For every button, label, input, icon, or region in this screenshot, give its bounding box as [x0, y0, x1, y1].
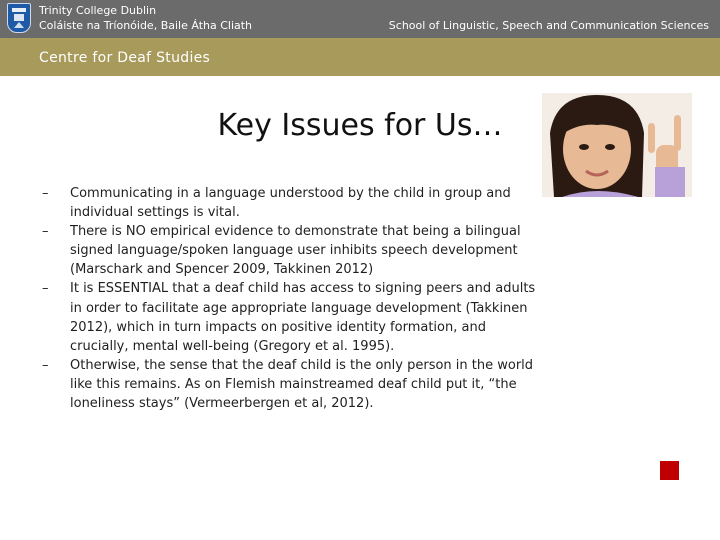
college-crest-icon — [7, 3, 31, 33]
key-issues-list — [28, 184, 540, 413]
bullet-text: It is ESSENTIAL that a deaf child has access to signing peers and adults in order to facilitate age appropriate language development (Takkinen 2012), which in turn impacts on positive identity formation, and crucially, mental well-being (Gregory et al. 1995). — [70, 281, 536, 354]
bullet-text: There is NO empirical evidence to demonstrate that being a bilingual signed language/spoken language user inhibits speech development (Marschark and Spencer 2009, Takkinen 2012) — [70, 224, 521, 278]
child-signing-photo — [542, 93, 692, 197]
college-name-english: Trinity College Dublin — [39, 4, 157, 17]
bullet-marker: – — [42, 224, 49, 240]
list-item — [28, 184, 540, 222]
list-item — [28, 279, 540, 355]
top-header-bar — [0, 0, 720, 38]
bullet-text: Otherwise, the sense that the deaf child is the only person in the world like this remains. As on Flemish mainstreamed deaf child put it, “the loneliness stays” (Vermeerbergen et al, 2012). — [70, 357, 534, 412]
college-name — [39, 3, 252, 33]
school-name: School of Linguistic, Speech and Communication Sciences — [388, 19, 709, 32]
college-name-irish: Coláiste na Tríonóide, Baile Átha Cliath — [39, 19, 253, 32]
bullet-text: Communicating in a language understood by the child in group and individual settings is vital. — [70, 186, 511, 221]
centre-name: Centre for Deaf Studies — [39, 50, 211, 66]
bullet-marker: – — [42, 186, 49, 201]
slide-marker-square — [660, 461, 679, 480]
list-item — [28, 222, 540, 279]
slide-title: Key Issues for Us… — [217, 108, 503, 143]
bullet-marker: – — [42, 281, 49, 297]
bullet-marker: – — [42, 357, 49, 373]
list-item — [28, 356, 540, 413]
